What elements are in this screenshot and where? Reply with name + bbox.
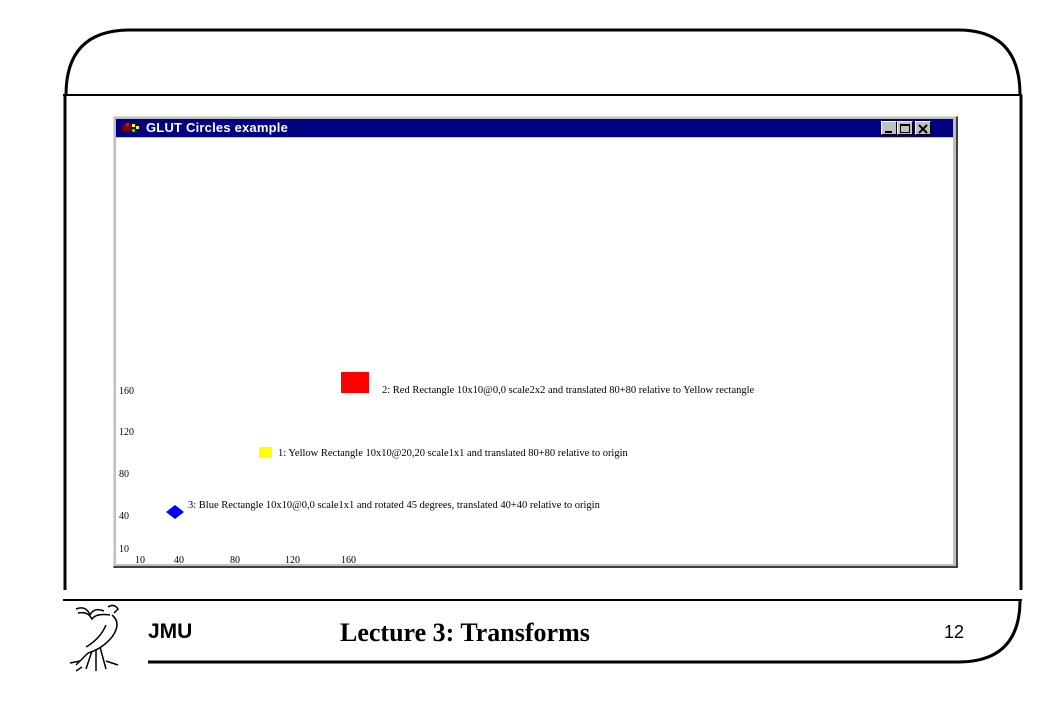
maximize-button[interactable] xyxy=(897,121,913,135)
blue-rectangle-label: 3: Blue Rectangle 10x10@0,0 scale1x1 and rotated 45 degrees, translated 40+40 relative to origin xyxy=(188,500,600,511)
x-tick: 80 xyxy=(230,555,240,566)
close-icon xyxy=(916,123,930,135)
blue-diamond xyxy=(165,504,185,520)
page-number: 12 xyxy=(944,622,965,642)
y-tick: 160 xyxy=(119,386,134,397)
org-label: JMU xyxy=(148,620,193,643)
glut-window xyxy=(113,116,958,568)
liverpool-bird-logo xyxy=(66,603,130,673)
minimize-icon xyxy=(882,123,896,135)
window-title: GLUT Circles example xyxy=(146,120,288,135)
title-bar[interactable] xyxy=(116,119,953,137)
red-rectangle xyxy=(341,372,369,393)
x-tick: 40 xyxy=(174,555,184,566)
yellow-rectangle-label: 1: Yellow Rectangle 10x10@20,20 scale1x1 and translated 80+80 relative to origin xyxy=(278,448,628,459)
close-button[interactable] xyxy=(915,121,931,135)
x-tick: 120 xyxy=(285,555,300,566)
y-tick: 120 xyxy=(119,427,134,438)
x-tick: 160 xyxy=(341,555,356,566)
red-rectangle-label: 2: Red Rectangle 10x10@0,0 scale2x2 and translated 80+80 relative to Yellow rectangle xyxy=(382,385,755,396)
yellow-rectangle xyxy=(259,447,272,458)
x-tick: 10 xyxy=(135,555,145,566)
minimize-button[interactable] xyxy=(881,121,897,135)
canvas-area[interactable] xyxy=(116,138,953,564)
y-tick: 40 xyxy=(119,511,129,522)
y-tick: 10 xyxy=(119,544,129,555)
glut-app-icon xyxy=(122,123,139,133)
slide-title: Lecture 3: Transforms xyxy=(340,618,590,647)
y-tick: 80 xyxy=(119,469,129,480)
maximize-icon xyxy=(898,123,912,135)
